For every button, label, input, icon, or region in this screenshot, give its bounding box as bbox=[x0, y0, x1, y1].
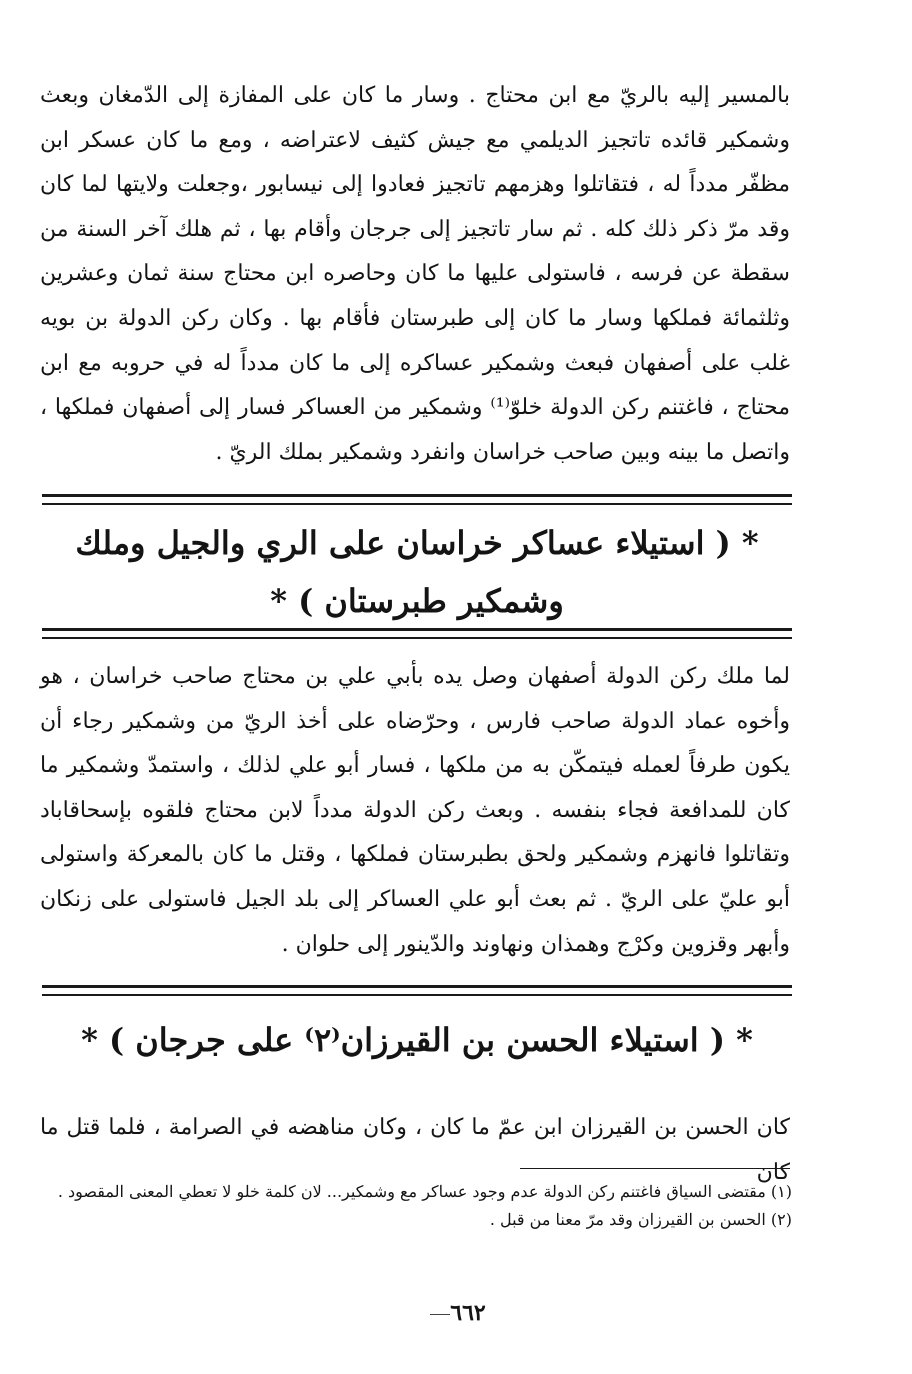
page-number-dash bbox=[430, 1314, 450, 1315]
footnotes bbox=[40, 1178, 792, 1234]
section-divider-top-2 bbox=[42, 985, 792, 996]
body-paragraph-2: لما ملك ركن الدولة أصفهان وصل يده بأبي علي بن محتاج صاحب خراسان ، هو وأخوه عماد الدولة صاحب فارس ، وحرّضاه على أخذ الريّ من وشمكير رجاء أن يكون طرفاً لعمله فيتمكّن به من ملكها ، فسار أبو علي لذلك ، واستمدّ وشمكير ما كان للمدافعة فجاء بنفسه . وبعث ركن الدولة مدداً لابن محتاج فلقوه بإسحاقاباد وتقاتلوا فانهزم وشمكير ولحق بطبرستان فملكها ، وقتل ما كان بالمعركة واستولى أبو عليّ على الريّ . ثم بعث أبو علي العساكر إلى بلد الجيل فاستولى على زنكان وأبهر وقزوين وكرْج وهمذان ونهاوند والدّينور إلى حلوان . bbox=[40, 664, 790, 957]
page-number-value: ٦٦٢ bbox=[450, 1300, 486, 1326]
section-heading-1: * ( استيلاء عساكر خراسان على الري والجيل وملك وشمكير طبرستان ) * bbox=[75, 524, 759, 620]
section-divider-bottom-1 bbox=[42, 628, 792, 639]
footnote-1: (١) مقتضى السياق فاغتنم ركن الدولة عدم وجود عساكر مع وشمكير... لان كلمة خلو لا تعطي المعنى المقصود . bbox=[57, 1182, 792, 1201]
body-paragraph-3: كان الحسن بن القيرزان ابن عمّ ما كان ، وكان مناهضه في الصرامة ، فلما قتل ما كان bbox=[40, 1115, 790, 1185]
section-divider-top-1 bbox=[42, 494, 792, 505]
footnote-separator bbox=[520, 1168, 790, 1169]
body-paragraph-1: بالمسير إليه بالريّ مع ابن محتاج . وسار ما كان على المفازة إلى الدّمغان وبعث وشمكير قائده تاتجيز الديلمي مع جيش كثيف لاعتراضه ، ومع ما كان عسكر ابن مظفّر مدداً له ، فتقاتلوا وهزمهم تاتجيز فعادوا إلى نيسابور ،وجعلت ولايتها لما كان وقد مرّ ذكر ذلك كله . ثم سار تاتجيز إلى جرجان وأقام بها ، ثم هلك آخر السنة من سقطة عن فرسه ، فاستولى عليها ما كان وحاصره ابن محتاج سنة ثمان وعشرين وثلثمائة فملكها وسار ما كان إلى طبرستان فأقام بها . وكان ركن الدولة بن بويه غلب على أصفهان فبعث وشمكير عساكره إلى ما كان مدداً له في حروبه مع ابن محتاج ، فاغتنم ركن الدولة خلوّ⁽¹⁾ وشمكير من العساكر فسار إلى أصفهان فملكها ، واتصل ما بينه وبين صاحب خراسان وانفرد وشمكير بملك الريّ . bbox=[40, 83, 790, 465]
page-number bbox=[0, 1300, 912, 1326]
section-heading-2: * ( استيلاء الحسن بن القيرزان⁽٢⁾ على جرجان ) * bbox=[81, 1021, 753, 1059]
footnote-2: (٢) الحسن بن القيرزان وقد مرّ معنا من قبل . bbox=[489, 1210, 792, 1229]
